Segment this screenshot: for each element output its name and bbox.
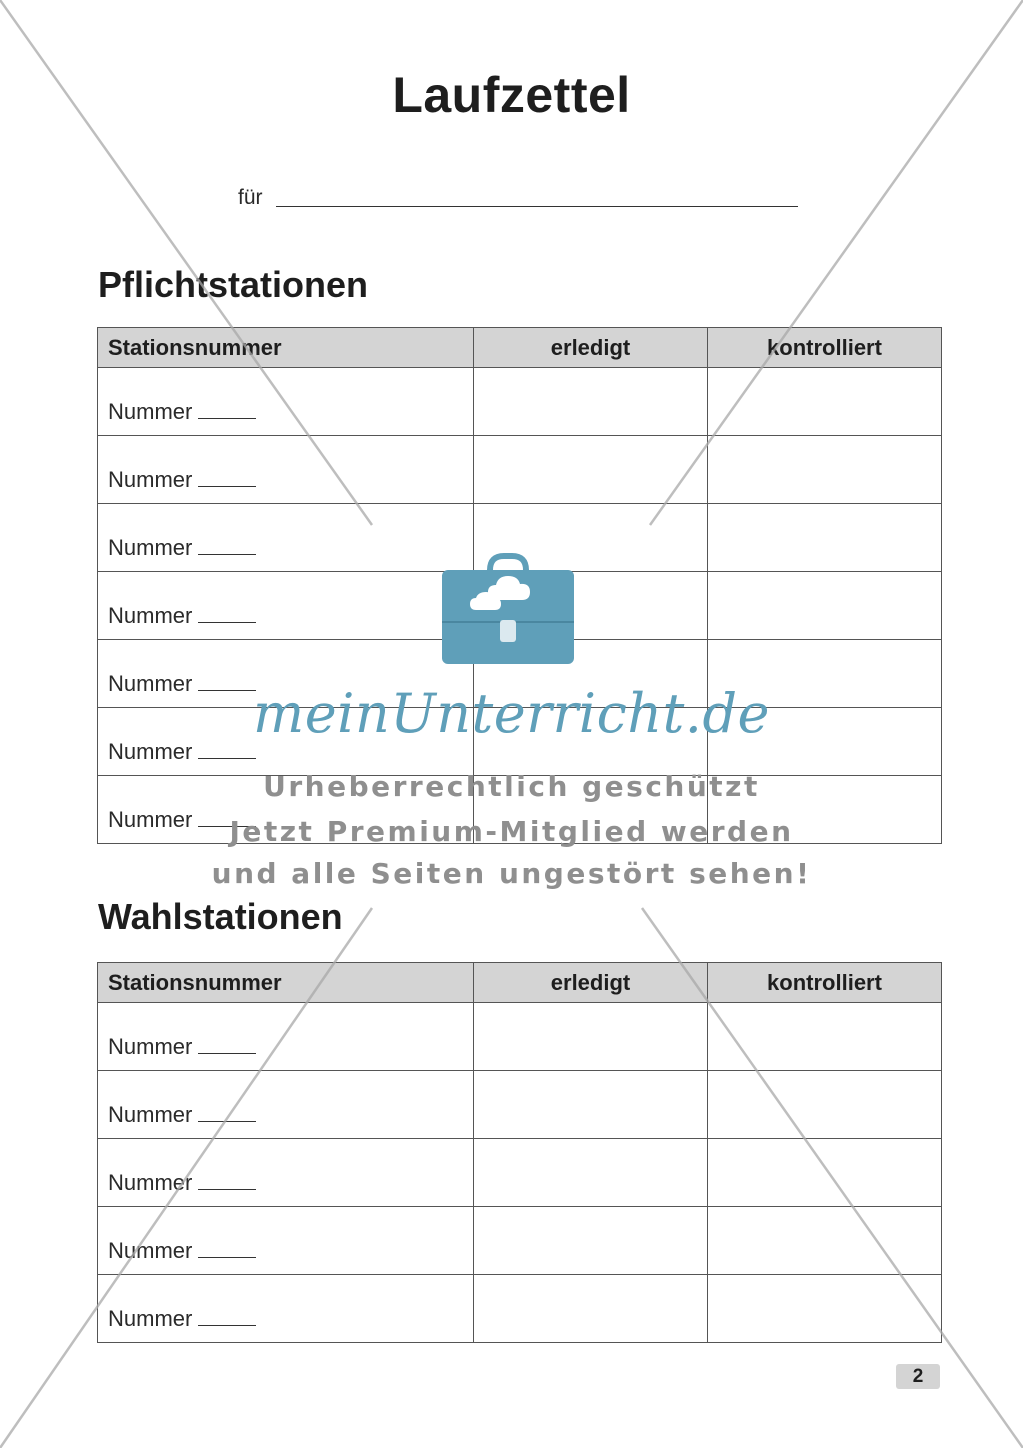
station-number-cell bbox=[98, 1139, 474, 1207]
table-row bbox=[98, 436, 942, 504]
watermark-brand: meinUnterricht.de bbox=[253, 682, 770, 745]
row-label: Nummer bbox=[108, 1034, 193, 1059]
column-header-kontrolliert: kontrolliert bbox=[708, 963, 942, 1003]
row-label: Nummer bbox=[108, 467, 193, 492]
column-header-stationsnummer: Stationsnummer bbox=[98, 963, 474, 1003]
row-label: Nummer bbox=[108, 603, 193, 628]
number-blank bbox=[198, 1053, 256, 1054]
column-header-erledigt: erledigt bbox=[474, 328, 708, 368]
kontrolliert-cell bbox=[708, 504, 942, 572]
briefcase-cloud-icon bbox=[438, 552, 578, 668]
table-row bbox=[98, 1275, 942, 1343]
watermark-copyright-text: Urheberrechtlich geschützt bbox=[263, 770, 760, 803]
name-field-label: für bbox=[238, 186, 263, 209]
column-header-erledigt: erledigt bbox=[474, 963, 708, 1003]
number-blank bbox=[198, 1257, 256, 1258]
kontrolliert-cell bbox=[708, 436, 942, 504]
number-blank bbox=[198, 758, 256, 759]
row-label: Nummer bbox=[108, 1170, 193, 1195]
number-blank bbox=[198, 1325, 256, 1326]
column-header-kontrolliert: kontrolliert bbox=[708, 328, 942, 368]
erledigt-cell bbox=[474, 1275, 708, 1343]
kontrolliert-cell bbox=[708, 1207, 942, 1275]
section-heading-wahlstationen: Wahlstationen bbox=[98, 896, 343, 937]
row-label: Nummer bbox=[108, 535, 193, 560]
erledigt-cell bbox=[474, 1071, 708, 1139]
row-label: Nummer bbox=[108, 739, 193, 764]
station-number-cell bbox=[98, 368, 474, 436]
kontrolliert-cell bbox=[708, 1275, 942, 1343]
erledigt-cell bbox=[474, 1139, 708, 1207]
table-header-row bbox=[98, 328, 942, 368]
section-heading-pflichtstationen: Pflichtstationen bbox=[98, 264, 369, 305]
station-number-cell bbox=[98, 504, 474, 572]
watermark-unlock-text: und alle Seiten ungestört sehen! bbox=[211, 857, 812, 890]
kontrolliert-cell bbox=[708, 368, 942, 436]
kontrolliert-cell bbox=[708, 1071, 942, 1139]
row-label: Nummer bbox=[108, 1306, 193, 1331]
table-header-row bbox=[98, 963, 942, 1003]
table-row bbox=[98, 368, 942, 436]
number-blank bbox=[198, 622, 256, 623]
kontrolliert-cell bbox=[708, 1139, 942, 1207]
erledigt-cell bbox=[474, 1003, 708, 1071]
table-row bbox=[98, 1207, 942, 1275]
row-label: Nummer bbox=[108, 1238, 193, 1263]
number-blank bbox=[198, 486, 256, 487]
row-label: Nummer bbox=[108, 399, 193, 424]
number-blank bbox=[198, 1121, 256, 1122]
station-number-cell bbox=[98, 1003, 474, 1071]
erledigt-cell bbox=[474, 1207, 708, 1275]
erledigt-cell bbox=[474, 368, 708, 436]
row-label: Nummer bbox=[108, 807, 193, 832]
station-number-cell bbox=[98, 1275, 474, 1343]
page-title: Laufzettel bbox=[392, 67, 631, 123]
wahlstationen-table bbox=[97, 962, 942, 1343]
row-label: Nummer bbox=[108, 671, 193, 696]
number-blank bbox=[198, 418, 256, 419]
kontrolliert-cell bbox=[708, 572, 942, 640]
number-blank bbox=[198, 1189, 256, 1190]
number-blank bbox=[198, 554, 256, 555]
column-header-stationsnummer: Stationsnummer bbox=[98, 328, 474, 368]
kontrolliert-cell bbox=[708, 1003, 942, 1071]
station-number-cell bbox=[98, 1071, 474, 1139]
erledigt-cell bbox=[474, 436, 708, 504]
station-number-cell bbox=[98, 436, 474, 504]
table-row bbox=[98, 1003, 942, 1071]
station-number-cell bbox=[98, 1207, 474, 1275]
page-number-badge: 2 bbox=[896, 1364, 940, 1389]
station-number-cell bbox=[98, 572, 474, 640]
watermark-premium-text: Jetzt Premium-Mitglied werden bbox=[229, 815, 794, 848]
table-row bbox=[98, 1139, 942, 1207]
table-row bbox=[98, 1071, 942, 1139]
row-label: Nummer bbox=[108, 1102, 193, 1127]
name-field-line bbox=[276, 206, 798, 207]
